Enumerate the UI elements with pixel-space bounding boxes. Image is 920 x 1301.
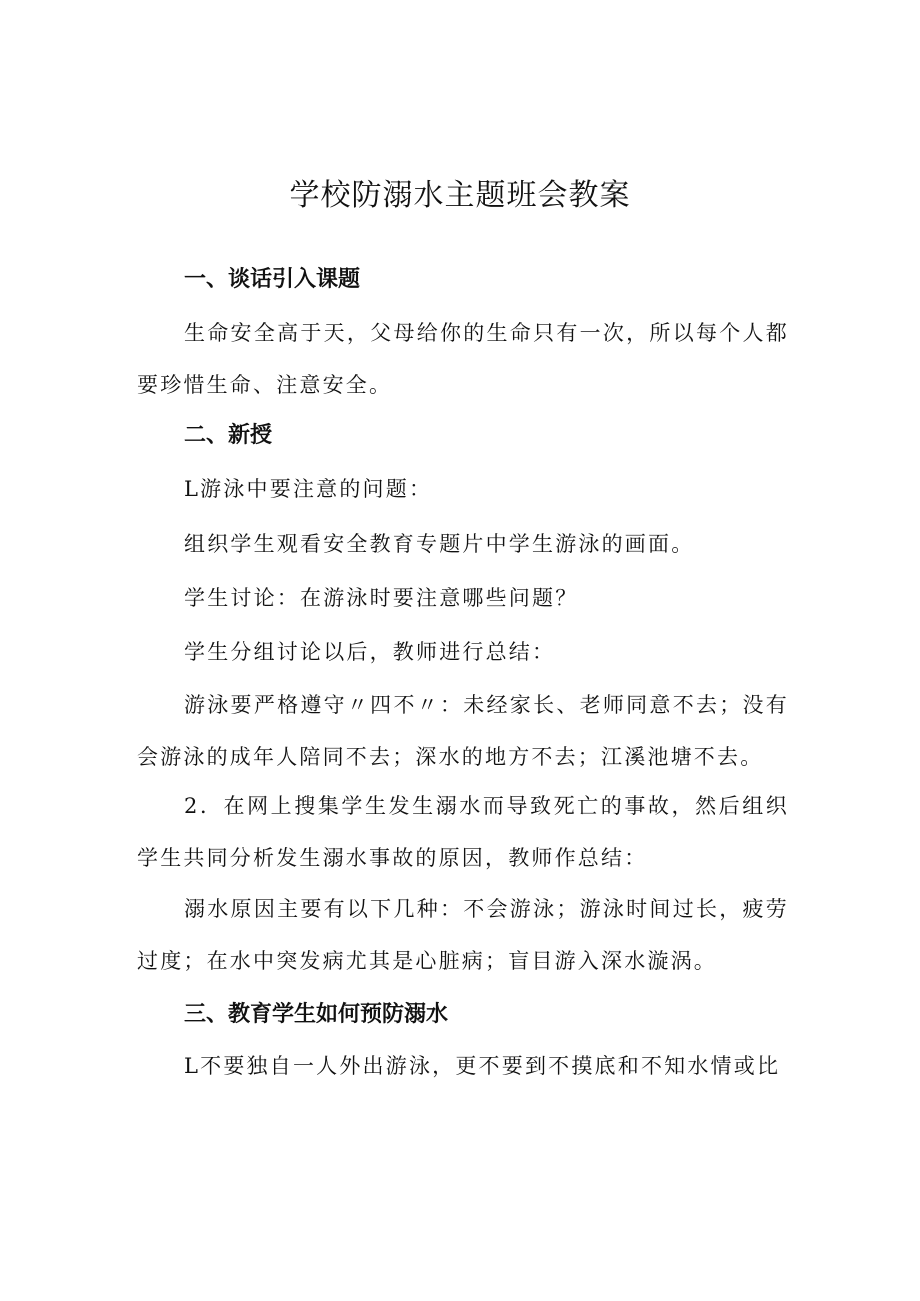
paragraph-intro: 生命安全高于天，父母给你的生命只有一次，所以每个人都要珍惜生命、注意安全。 [137,321,789,397]
paragraph-discussion-question: 学生讨论：在游泳时要注意哪些问题？ [184,586,579,610]
paragraph-accident-analysis: 2．在网上搜集学生发生溺水而导致死亡的事故，然后组织学生共同分析发生溺水事故的原因，教师作总结： [137,794,789,870]
paragraph-prevention-rule-1: L不要独自一人外出游泳，更不要到不摸底和不知水情或比 [184,1054,781,1078]
paragraph-drowning-causes: 溺水原因主要有以下几种：不会游泳；游泳时间过长，疲劳过度；在水中突发病尤其是心脏病；盲目游入深水漩涡。 [137,897,789,973]
paragraph-four-rules: 游泳要严格遵守〃四不〃：未经家长、老师同意不去；没有会游泳的成年人陪同不去；深水的地方不去；江溪池塘不去。 [137,693,789,769]
section-heading-intro: 一、谈话引入课题 [184,267,361,292]
section-heading-prevention: 三、教育学生如何预防溺水 [184,1002,449,1027]
paragraph-swimming-issues-title: L游泳中要注意的问题： [184,477,433,501]
paragraph-summary-intro: 学生分组讨论以后，教师进行总结： [184,640,556,664]
document-title: 学校防溺水主题班会教案 [289,178,631,213]
section-heading-new-lesson: 二、新授 [184,423,273,448]
paragraph-video-activity: 组织学生观看安全教育专题片中学生游泳的画面。 [184,532,695,556]
